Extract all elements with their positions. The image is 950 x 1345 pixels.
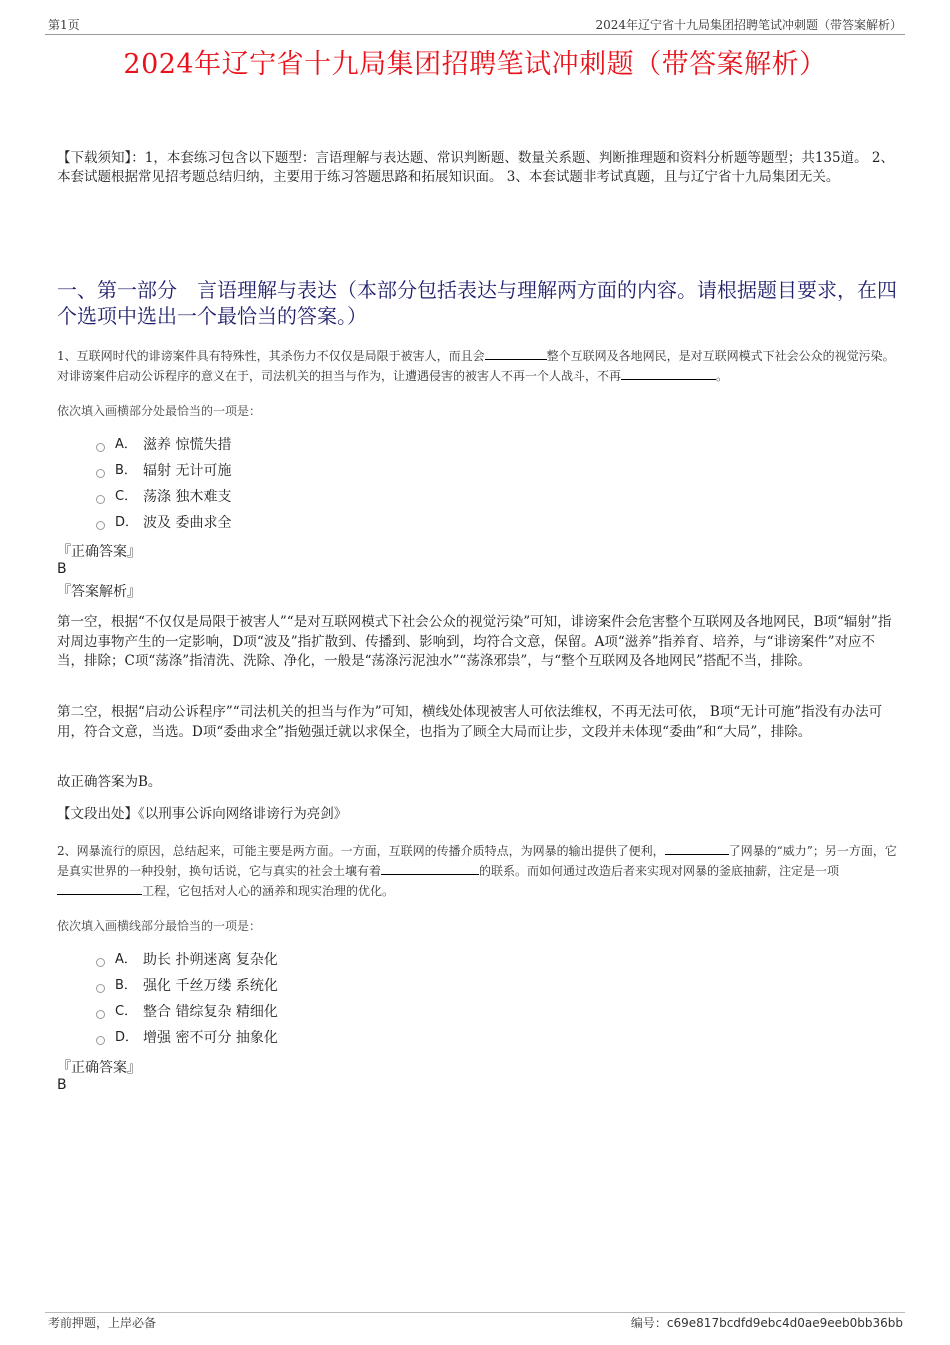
radio-button[interactable]	[96, 984, 105, 993]
download-notice: 【下载须知】：1，本套练习包含以下题型：言语理解与表达题、常识判断题、数量关系题、判断推理题和资料分析题等题型；共135道。 2、本套试题根据常见招考题总结归纳，主要用于练习答题思路和拓展知识面。 3、本套试题非考试真题，且与辽宁省十九局集团无关。	[57, 150, 894, 185]
page-number: 第1页	[48, 18, 80, 32]
analysis-paragraph-2: 第二空，根据“启动公诉程序”“司法机关的担当与作为”可知，横线处体现被害人可依法维权，不再无法可依， B项“无计可施”指没有办法可用，符合文意，当选。D项“委曲求全”指勉强迁就以求保全，也指为了顾全大局而让步，文段并未体现“委曲”和“大局”，排除。	[57, 704, 883, 740]
radio-button[interactable]	[96, 958, 105, 967]
correct-answer-label: 『正确答案』	[57, 544, 141, 560]
radio-button[interactable]	[96, 443, 105, 452]
footer-slogan: 考前押题，上岸必备	[48, 1316, 157, 1330]
analysis-label: 『答案解析』	[57, 584, 141, 600]
page-header	[45, 14, 905, 35]
answer-blank	[665, 842, 729, 855]
radio-button[interactable]	[96, 1010, 105, 1019]
document-page: 第1页 2024年辽宁省十九局集团招聘笔试冲刺题（带答案解析） 2024年辽宁省十九局集团招聘笔试冲刺题（带答案解析） 【下载须知】：1，本套练习包含以下题型：言语理解与表达题、常识判断题、数量关系题、判断推理题和资料分析题等题型；共135道。 2、本套试题根据常见招考题总结归纳，主要用于练习答题思路和拓展知识面。 3、本套试题非考试真题，且与辽宁省十九局集团无关。 一、第一部分 言语理解与表达（本部分包括表达与理解两方面的内容。请根据题目要求，在四个选项中选出一个最恰当的答案。） 1、互联网时代的诽谤案件具有特殊性，其杀伤力不仅仅是局限于被害人，而且会 整个互联网及各地网民，是对互联网模式下社会公众的视觉污染。对诽谤案件启动公诉程序的意义在于，司法机关的担当与作为，让遭遇侵害的被害人不再一个人战斗，不再 。 依次填入画横部分处最恰当的一项是： A． 滋养 惊慌失措 B． 辐射 无计可施 C． 荡涤 独木难支 D． 波及 委曲求全 『正确答案』 B 『答案解析』 第一空，根据“不仅仅是局限于被害人”“是对互联网模式下社会公众的视觉污染”可知，诽谤案件会危害整个互联网及各地网民，B项“辐射”指对周边事物产生的一定影响，D项“波及”指扩散到、传播到、影响到，均符合文意，保留。A项“滋养”指养育、培养，与“诽谤案件”对应不当，排除；C项“荡涤”指清洗、洗除、净化，一般是“荡涤污泥浊水”“荡涤邪祟”，与“整个互联网及各地网民”搭配不当，排除。 第二空，根据“启动公诉程序”“司法机关的担当与作为”可知，横线处体现被害人可依法维权，不再无法可依， B项“无计可施”指没有办法可用，符合文意，当选。D项“委曲求全”指勉强迁就以求保全，也指为了顾全大局而让步，文段并未体现“委曲”和“大局”，排除。 故正确答案为B。 【文段出处】《以刑事公诉向网络诽谤行为亮剑》 2、网暴流行的原因，总结起来，可能主要是两方面。一方面，互联网的传播介质特点，为网暴的输出提供了便利， 了网暴的“威力”；另一方面，它是真实世界的一种投射，换句话说，它与真实的社会土壤有着 的联系。而如何通过改造后者来实现对网暴的釜底抽薪，注定是一项工程，它包括对人心的涵养和现实治理的优化。 依次填入画横线部分最恰当的一项是： A． 助长 扑朔迷离 复杂化 B． 强化 千丝万缕 系统化 C． 整合 错综复杂 精细化 D． 增强 密不可分 抽象化 『正确答案』 B 考前押题，上岸必备 编号：c69e817bcdfd9ebc4d0ae9eeb0bb36bb	[0, 0, 950, 1345]
correct-answer-label: 『正确答案』	[57, 1060, 141, 1076]
answer-blank	[485, 347, 547, 360]
section-heading	[57, 277, 897, 329]
correct-answer: B	[57, 1077, 67, 1093]
question-2-stem: 2、网暴流行的原因，总结起来，可能主要是两方面。一方面，互联网的传播介质特点，为网暴的输出提供了便利， 了网暴的“威力”；另一方面，它是真实世界的一种投射，换句话说，它与真实的社会土壤有着 的联系。而如何通过改造后者来实现对网暴的釜底抽薪，注定是一项工程，它包括对人心的涵养和现实治理的优化。	[57, 844, 897, 898]
answer-blank	[381, 862, 479, 875]
radio-button[interactable]	[96, 495, 105, 504]
radio-button[interactable]	[96, 1036, 105, 1045]
footer-divider	[45, 1312, 905, 1313]
document-code	[631, 1314, 903, 1331]
answer-blank	[621, 367, 716, 380]
header-doc-title: 2024年辽宁省十九局集团招聘笔试冲刺题（带答案解析）	[595, 18, 902, 32]
page-title: 2024年辽宁省十九局集团招聘笔试冲刺题（带答案解析）	[123, 49, 827, 80]
radio-button[interactable]	[96, 521, 105, 530]
question-1-stem: 1、互联网时代的诽谤案件具有特殊性，其杀伤力不仅仅是局限于被害人，而且会 整个互联网及各地网民，是对互联网模式下社会公众的视觉污染。对诽谤案件启动公诉程序的意义在于，司法机关的担当与作为，让遭遇侵害的被害人不再一个人战斗，不再 。	[57, 349, 895, 383]
analysis-conclusion: 故正确答案为B。	[57, 774, 162, 790]
radio-button[interactable]	[96, 469, 105, 478]
question-2-prompt: 依次填入画横线部分最恰当的一项是：	[57, 919, 262, 933]
passage-source: 【文段出处】《以刑事公诉向网络诽谤行为亮剑》	[57, 806, 348, 822]
correct-answer: B	[57, 561, 67, 577]
document-code-value: c69e817bcdfd9ebc4d0ae9eeb0bb36bb	[666, 1316, 903, 1330]
question-1-prompt: 依次填入画横部分处最恰当的一项是：	[57, 404, 262, 418]
document-code-label: 编号：	[630, 1316, 667, 1330]
analysis-paragraph-1: 第一空，根据“不仅仅是局限于被害人”“是对互联网模式下社会公众的视觉污染”可知，诽谤案件会危害整个互联网及各地网民，B项“辐射”指对周边事物产生的一定影响，D项“波及”指扩散到、传播到、影响到，均符合文意，保留。A项“滋养”指养育、培养，与“诽谤案件”对应不当，排除；C项“荡涤”指清洗、洗除、净化，一般是“荡涤污泥浊水”“荡涤邪祟”，与“整个互联网及各地网民”搭配不当，排除。	[57, 614, 892, 669]
answer-blank	[57, 882, 142, 895]
section-number: 一、第一部分	[57, 278, 177, 302]
section-description: 言语理解与表达（本部分包括表达与理解两方面的内容。请根据题目要求，在四个选项中选出一个最恰当的答案。）	[57, 278, 897, 328]
